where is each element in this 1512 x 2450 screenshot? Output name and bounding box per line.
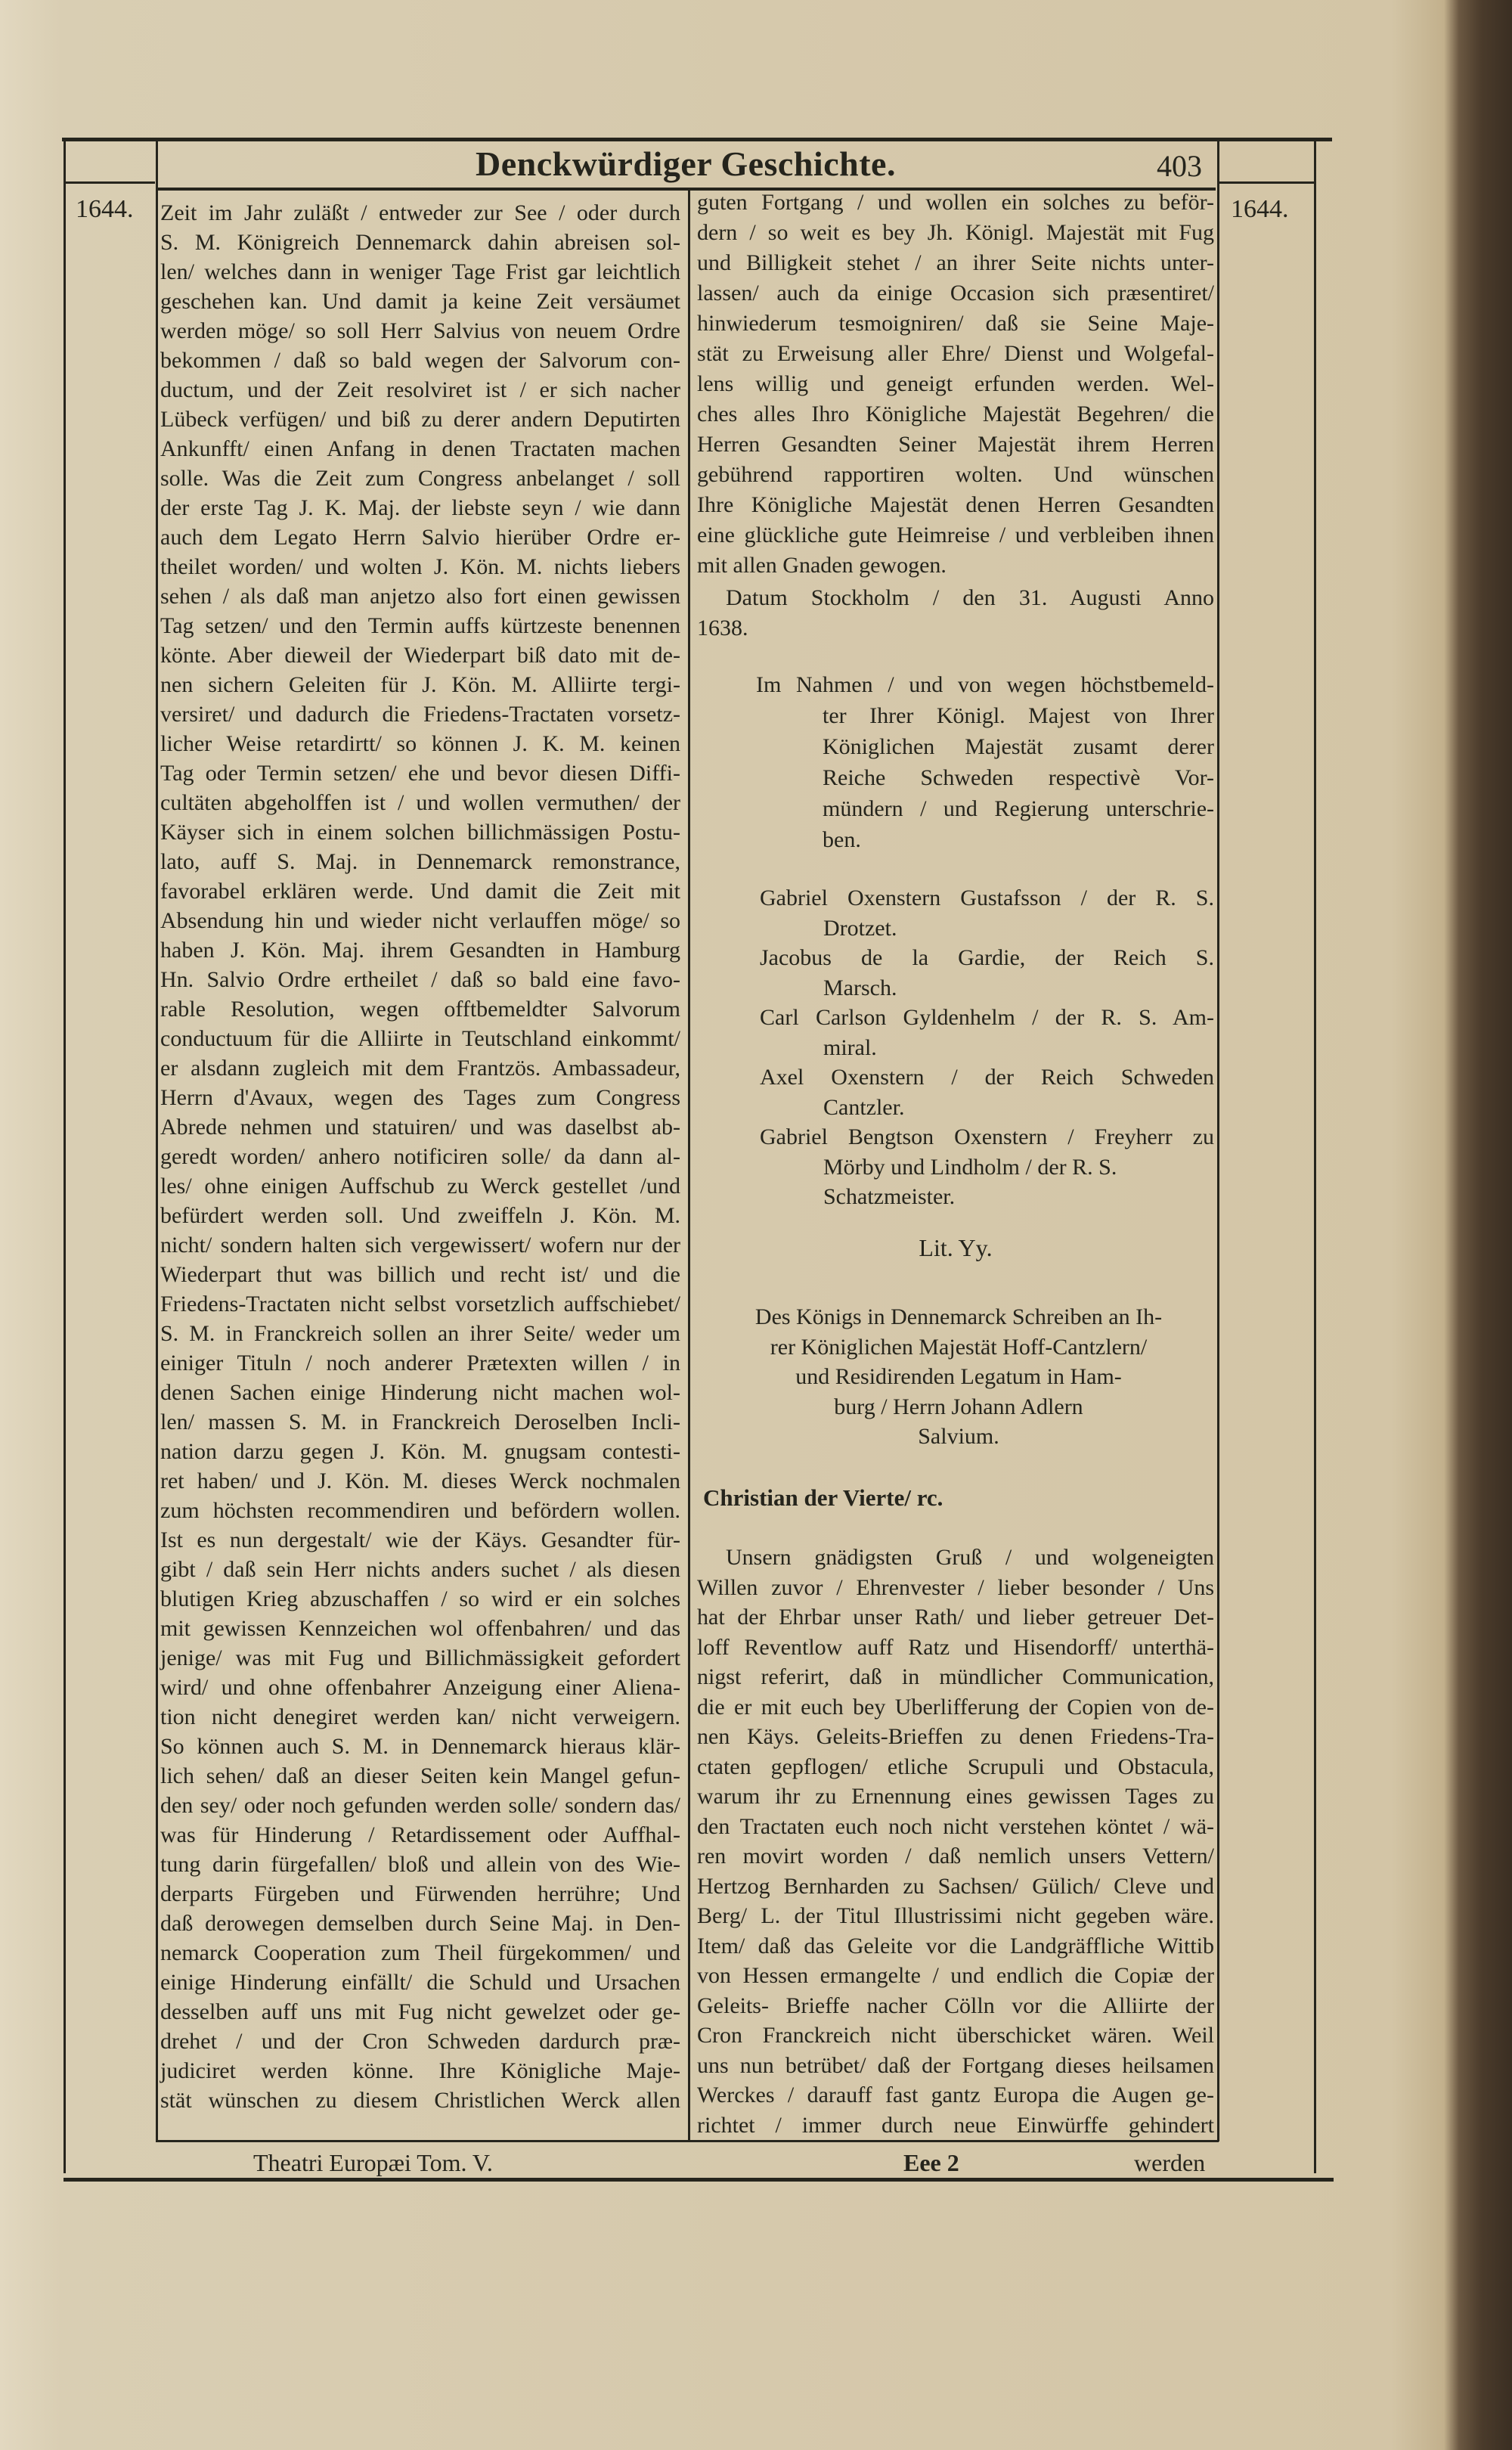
text-line: warum ihr zu Ernennung eines gewissen Tages zu — [697, 1784, 1214, 1809]
text-line: Herrn d'Avaux, wegen des Tages zum Congress — [160, 1085, 680, 1110]
text-line: Cron Franckreich nicht überschicket wären. Weil — [697, 2023, 1214, 2048]
signatory-name: Gabriel Oxenstern Gustafsson / der R. S. — [760, 885, 1214, 910]
text-line: loff Reventlow auff Ratz und Hisendorff/ unterthä- — [697, 1634, 1214, 1660]
text-line: nen sichern Geleiten für J. Kön. M. Alliirte tergi- — [160, 672, 680, 697]
signatory-title: Drotzet. — [823, 915, 897, 941]
signatory-title: miral. — [823, 1034, 877, 1060]
volume-title: Theatri Europæi Tom. V. — [253, 2149, 493, 2176]
text-line: S. M. Königreich Dennemarck dahin abreisen sol- — [160, 230, 680, 255]
text-line: Werckes / darauff fast gantz Europa die Augen ge- — [697, 2082, 1214, 2107]
text-line: tion nicht denegiret werden kan/ nicht verweigern. — [160, 1704, 680, 1729]
text-line: Berg/ L. der Titul Illustrissimi nicht gegeben wäre. — [697, 1903, 1214, 1928]
text-line: blutigen Krieg abzuschaffen / so wird er ein solches — [160, 1586, 680, 1611]
text-line: was für Hinderung / Retardissement oder Auffhal- — [160, 1822, 680, 1847]
signatory — [760, 883, 1214, 943]
date-line: Datum Stockholm / den 31. Augusti Anno — [726, 585, 1214, 610]
signatory-title: Mörby und Lindholm / der R. S. — [823, 1154, 1117, 1180]
text-line: lato, auff S. Maj. in Dennemarck remonstrance, — [160, 849, 680, 874]
text-line: Ankunfft/ einen Anfang in denen Tractaten machen — [160, 436, 680, 461]
signatory-title: Marsch. — [823, 975, 897, 1000]
text-line: jenige/ was mit Fug und Billichmässigkeit gefordert — [160, 1645, 680, 1670]
text-line: Geleits- Brieffe nacher Cölln vor die Alliirte der — [697, 1993, 1214, 2018]
text-line: Absendung hin und wieder nicht verlauffen möge/ so — [160, 908, 680, 933]
text-line: nigst referirt, daß in mündlicher Communication, — [697, 1664, 1214, 1689]
text-line: Willen zuvor / Ehrenvester / lieber besonder / Uns — [697, 1574, 1214, 1600]
text-line: Hertzog Bernharden zu Sachsen/ Gülich/ Cleve und — [697, 1873, 1214, 1899]
text-line: ret haben/ und J. Kön. M. dieses Werck nochmalen — [160, 1468, 680, 1493]
text-line: wird/ und ohne offenbahrer Anzeigung einer Aliena- — [160, 1675, 680, 1700]
text-line: eine glückliche gute Heimreise / und verbleiben ihnen — [697, 523, 1214, 547]
text-line: Friedens-Tractaten nicht selbst vorsetzlich auffschiebet/ — [160, 1292, 680, 1316]
text-line: nen Käys. Geleits-Brieffen zu denen Friedens-Tra- — [697, 1724, 1214, 1749]
text-line: len/ massen S. M. in Franckreich Deroselben Incli- — [160, 1410, 680, 1434]
date-year: 1638. — [697, 616, 748, 640]
text-line: Des Königs in Dennemarck Schreiben an Ih- — [754, 1304, 1163, 1329]
text-line: zum höchsten recommendiren und befördern wollen. — [160, 1498, 680, 1523]
text-line: bekommen / daß so bald wegen der Salvorum con- — [160, 348, 680, 373]
text-line: denen Sachen einige Hinderung nicht machen wol- — [160, 1380, 680, 1405]
text-line: mit gewissen Kennzeichen wol offenbahren/ und das — [160, 1616, 680, 1641]
text-line: Tag setzen/ und den Termin auffs kürtzeste benennen — [160, 613, 680, 638]
running-head-title: Denckwürdiger Geschichte. — [476, 144, 896, 183]
text-line: les/ ohne einigen Auffschub zu Werck gestellet /und — [160, 1174, 680, 1199]
text-line: derparts Fürgeben und Fürwenden herrühre; Und — [160, 1881, 680, 1906]
text-line: Käyser sich in einem solchen billichmässigen Postu- — [160, 820, 680, 845]
text-line: Unsern gnädigsten Gruß / und wolgeneigten — [726, 1545, 1214, 1570]
text-line: daß derowegen demselben durch Seine Maj. in Den- — [160, 1911, 680, 1936]
text-line: nemarck Cooperation zum Theil fürgekommen/ und — [160, 1940, 680, 1965]
text-line: judiciret werden könne. Ihre Königliche Maje- — [160, 2058, 680, 2083]
text-line: geschehen kan. Und damit ja keine Zeit versäumet — [160, 289, 680, 314]
margin-rule-right — [1219, 181, 1315, 184]
text-line: könte. Aber dieweil der Wiederpart biß dato mit de- — [160, 643, 680, 668]
signatory — [760, 1062, 1214, 1122]
margin-year-right: 1644. — [1231, 195, 1289, 223]
signatory — [760, 1122, 1214, 1212]
signatory-name: Gabriel Bengtson Oxenstern / Freyherr zu — [760, 1124, 1214, 1149]
page-number: 403 — [1157, 149, 1202, 183]
text-line: und Residirenden Legatum in Ham- — [795, 1364, 1122, 1389]
text-line: Hn. Salvio Ordre ertheilet / daß so bald eine favo- — [160, 967, 680, 992]
text-line: und Billigkeit stehet / an ihrer Seite nichts unter- — [697, 250, 1214, 275]
column-divider — [688, 191, 690, 2141]
text-line: drehet / und der Cron Schweden dardurch præ- — [160, 2029, 680, 2054]
text-line: rer Königlichen Majestät Hoff-Cantzlern/ — [770, 1334, 1148, 1360]
text-line: Königlichen Majestät zusamt derer — [823, 734, 1214, 759]
letter-heading — [703, 1302, 1214, 1452]
text-line: der erste Tag J. K. Maj. der liebste seyn / wie dann — [160, 495, 680, 520]
signatory-title: Schatzmeister. — [823, 1184, 956, 1209]
text-line: gibt / daß sein Herr nichts anders suchet / als diesen — [160, 1557, 680, 1582]
text-line: befürdert werden soll. Und zweiffeln J. Kön. M. — [160, 1203, 680, 1228]
text-line: Tag oder Termin setzen/ ehe und bevor diesen Diffi- — [160, 761, 680, 786]
text-line: lens willig und geneigt erfunden werden. Wel- — [697, 371, 1214, 396]
text-line: Salvium. — [918, 1424, 999, 1449]
text-line: Ihre Königliche Majestät denen Herren Gesandten — [697, 492, 1214, 517]
letter-body — [697, 1543, 1214, 2140]
text-line: S. M. in Franckreich sollen an ihrer Seite/ weder um — [160, 1321, 680, 1346]
text-line: Item/ daß das Geleite vor die Landgräffliche Wittib — [697, 1933, 1214, 1958]
text-line: Herren Gesandten Seiner Majestät ihrem Herren — [697, 432, 1214, 457]
text-line: Ist es nun dergestalt/ wie der Käys. Gesandter für- — [160, 1527, 680, 1552]
text-line: Wiederpart thut was billich und recht ist/ und die — [160, 1262, 680, 1287]
text-line: stät zu Erweisung aller Ehre/ Dienst und Wolgefal- — [697, 341, 1214, 366]
text-line: werden möge/ so soll Herr Salvius von neuem Ordre — [160, 318, 680, 343]
text-line: ren movirt worden / daß nemlich unsers Vettern/ — [697, 1844, 1214, 1869]
signatory-name: Carl Carlson Gyldenhelm / der R. S. Am- — [760, 1005, 1214, 1030]
text-line: hat der Ehrbar unser Rath/ und lieber getreuer Det- — [697, 1605, 1214, 1630]
text-line: tung darin fürgefallen/ bloß und allein von des Wie- — [160, 1852, 680, 1877]
signatory-name: Axel Oxenstern / der Reich Schweden — [760, 1065, 1214, 1090]
text-line: ductum, und der Zeit resolviret ist / er sich nacher — [160, 377, 680, 402]
text-line: dern / so weit es bey Jh. Königl. Majestät mit Fug — [697, 220, 1214, 245]
frame-bottom-rule — [64, 2178, 1334, 2182]
text-line: uns nun betrübet/ daß der Fortgang dieses heilsamen — [697, 2052, 1214, 2078]
salutation: Christian der Vierte/ rc. — [703, 1484, 943, 1511]
signatories-list — [760, 883, 1214, 1212]
text-line: theilet worden/ und wolten J. Kön. M. nichts liebers — [160, 554, 680, 579]
margin-rule-left — [64, 181, 155, 184]
text-line: sehen / als daß man anjetzo also fort einen gewissen — [160, 584, 680, 609]
text-line: stät wünschen zu diesem Christlichen Werck allen — [160, 2088, 680, 2113]
margin-year-left: 1644. — [76, 195, 134, 223]
text-line: len/ welches dann in weniger Tage Frist gar leichtlich — [160, 259, 680, 284]
letter-closing-text — [697, 188, 1214, 581]
frame-top-rule — [62, 138, 1332, 141]
text-line: Abrede nehmen und statuiren/ und was daselbst ab- — [160, 1115, 680, 1140]
footer-rule — [156, 2140, 1219, 2142]
signature-mark: Eee 2 — [903, 2149, 959, 2176]
text-line: mündern / und Regierung unterschrie- — [823, 796, 1214, 821]
text-line: Lübeck verfügen/ und biß zu derer andern Deputirten — [160, 407, 680, 432]
text-line: desselben auff uns mit Fug nicht gewelzet oder ge- — [160, 1999, 680, 2024]
text-line: ter Ihrer Königl. Majest von Ihrer — [823, 703, 1214, 728]
text-line: gebührend rapportiren wolten. Und wünschen — [697, 462, 1214, 487]
text-line: richtet / immer durch neue Einwürffe gehindert — [697, 2112, 1214, 2138]
text-line: favorabel erklären werde. Und damit die Zeit mit — [160, 879, 680, 904]
text-line: die er mit euch bey Uberlifferung der Copien von de- — [697, 1694, 1214, 1720]
signatory — [760, 943, 1214, 1003]
text-line: den sey/ oder noch gefunden werden solle/ sondern das/ — [160, 1793, 680, 1818]
text-line: ctaten gepflogen/ etliche Scrupuli und Obstacula, — [697, 1754, 1214, 1779]
text-line: So können auch S. M. in Dennemarck hieraus klär- — [160, 1734, 680, 1759]
section-label: Lit. Yy. — [919, 1234, 993, 1261]
text-line: Zeit im Jahr zuläßt / entweder zur See / oder durch — [160, 200, 680, 225]
text-line: lassen/ auch da einige Occasion sich præsentiret/ — [697, 281, 1214, 305]
text-line: cultäten abgeholffen ist / und wollen vermuthen/ der — [160, 790, 680, 815]
text-line: ches alles Ihro Königliche Majestät Begehren/ die — [697, 402, 1214, 426]
text-line: geredt worden/ anhero notificiren solle/ da dann al- — [160, 1144, 680, 1169]
text-line: rable Resolution, wegen offtbemeldter Salvorum — [160, 997, 680, 1022]
text-line: hinwiederum tesmoigniren/ daß sie Seine Maje- — [697, 311, 1214, 336]
left-column-text — [160, 198, 680, 2115]
frame-left-inner — [156, 139, 158, 2141]
text-line: den Tractaten euch noch nicht verstehen köntet / wä- — [697, 1813, 1214, 1839]
text-line: Reiche Schweden respectivè Vor- — [823, 765, 1214, 790]
catchword: werden — [1134, 2149, 1206, 2176]
text-line: mit allen Gnaden gewogen. — [697, 553, 947, 578]
signatory-title: Cantzler. — [823, 1094, 905, 1120]
text-line: er alsdann zugleich mit dem Frantzös. Ambassadeur, — [160, 1056, 680, 1081]
text-line: ben. — [823, 827, 861, 852]
frame-left-outer — [64, 139, 66, 2173]
text-line: nation darzu gegen J. Kön. M. gnugsam contesti- — [160, 1439, 680, 1464]
frame-right-inner — [1217, 139, 1219, 2141]
text-line: nicht/ sondern halten sich vergewissert/ wofern nur der — [160, 1233, 680, 1258]
text-line: guten Fortgang / und wollen ein solches zu beför- — [697, 190, 1214, 215]
text-line: einige Hinderung einfällt/ die Schuld und Ursachen — [160, 1970, 680, 1995]
text-line: einiger Tituln / noch anderer Prætexten willen / in — [160, 1351, 680, 1375]
text-line: solle. Was die Zeit zum Congress anbelanget / soll — [160, 466, 680, 491]
text-line: burg / Herrn Johann Adlern — [834, 1394, 1083, 1419]
text-line: von Hessen ermangelte / und endlich die Copiæ der — [697, 1963, 1214, 1988]
text-line: Im Nahmen / und von wegen höchstbemeld- — [756, 672, 1214, 697]
signatory — [760, 1003, 1214, 1062]
signature-intro — [756, 669, 1214, 855]
frame-right-outer — [1314, 139, 1316, 2173]
text-line: versiret/ und dadurch die Friedens-Tractaten vorsetz- — [160, 702, 680, 727]
text-line: haben J. Kön. Maj. ihrem Gesandten in Hamburg — [160, 938, 680, 963]
text-line: lich sehen/ daß an dieser Seiten kein Mangel gefun- — [160, 1763, 680, 1788]
text-line: licher Weise retardirtt/ so können J. K. M. keinen — [160, 731, 680, 756]
text-line: conductuum für die Alliirte in Teutschland einkommt/ — [160, 1026, 680, 1051]
text-line: auch dem Legato Herrn Salvio hierüber Ordre er- — [160, 525, 680, 550]
signatory-name: Jacobus de la Gardie, der Reich S. — [760, 945, 1214, 970]
